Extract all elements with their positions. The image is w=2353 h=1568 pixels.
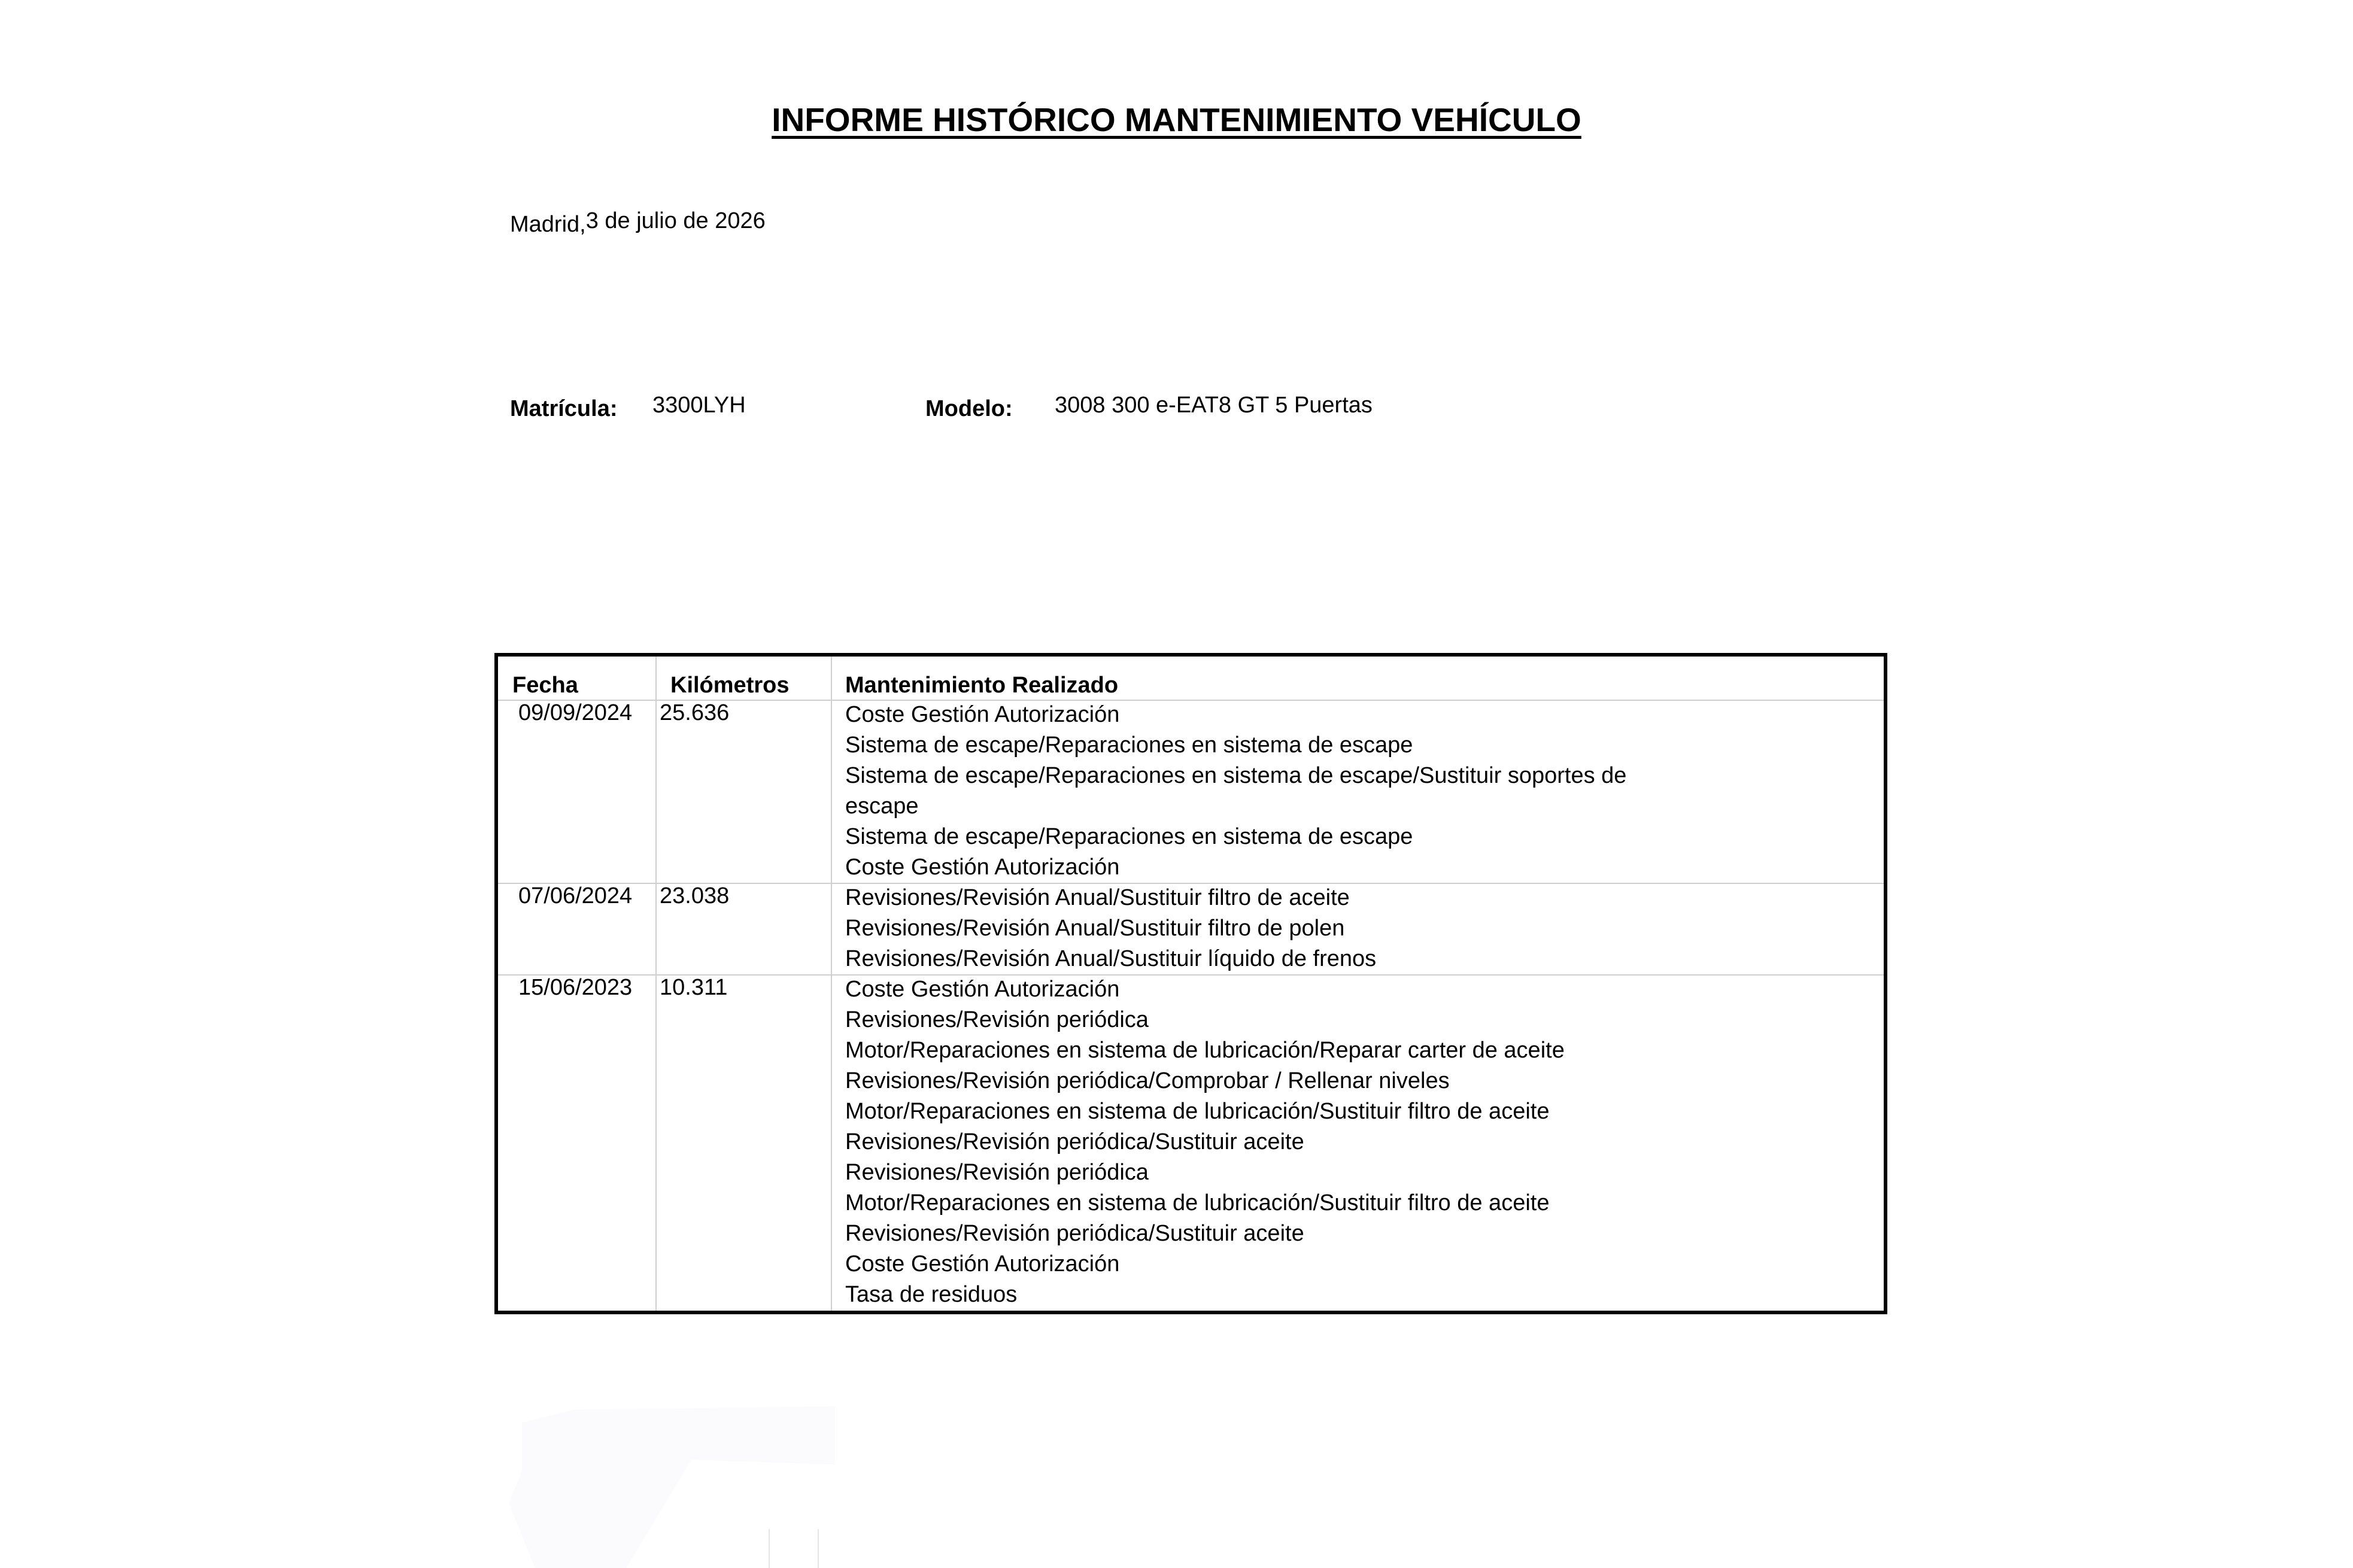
maintenance-item: Revisiones/Revisión periódica/Sustituir aceite: [845, 1129, 1304, 1154]
maintenance-item: Sistema de escape/Reparaciones en sistema de escape: [845, 733, 1413, 758]
maintenance-item: Revisiones/Revisión periódica/Sustituir aceite: [845, 1221, 1304, 1246]
maintenance-item: Motor/Reparaciones en sistema de lubricación/Sustituir filtro de aceite: [845, 1099, 1550, 1124]
report-title: INFORME HISTÓRICO MANTENIMIENTO VEHÍCULO: [772, 101, 1581, 138]
plate-value: 3300LYH: [652, 393, 746, 418]
maintenance-item: Revisiones/Revisión periódica: [845, 1160, 1149, 1185]
place: Madrid,: [510, 212, 586, 237]
maintenance-item: Revisiones/Revisión Anual/Sustituir filtro de aceite: [845, 885, 1350, 910]
maintenance-item: Revisiones/Revisión Anual/Sustituir líquido de frenos: [845, 946, 1377, 971]
maintenance-item: Coste Gestión Autorización: [845, 1251, 1120, 1277]
row-maintenance-list: [845, 700, 1626, 883]
maintenance-item: Revisiones/Revisión periódica: [845, 1007, 1149, 1032]
column-divider: [831, 657, 832, 1311]
column-divider: [655, 657, 657, 1311]
maintenance-item: Coste Gestión Autorización: [845, 702, 1120, 727]
row-date: 09/09/2024: [518, 700, 633, 725]
maintenance-item: escape: [845, 794, 919, 819]
row-km: 23.038: [660, 883, 730, 908]
maintenance-item: Sistema de escape/Reparaciones en sistema de escape: [845, 824, 1413, 849]
scan-artifact: [509, 1406, 835, 1568]
row-date: 07/06/2024: [518, 883, 633, 908]
maintenance-item: Sistema de escape/Reparaciones en sistema de escape/Sustituir soportes de: [845, 763, 1627, 788]
scan-line-artifact: [818, 1529, 819, 1568]
maintenance-item: Coste Gestión Autorización: [845, 855, 1120, 880]
maintenance-item: Motor/Reparaciones en sistema de lubricación/Sustituir filtro de aceite: [845, 1190, 1550, 1215]
maintenance-table: [494, 653, 1887, 1314]
model-value: 3008 300 e-EAT8 GT 5 Puertas: [1055, 393, 1373, 418]
row-km: 25.636: [660, 700, 730, 725]
maintenance-item: Revisiones/Revisión Anual/Sustituir filtro de polen: [845, 916, 1345, 941]
row-maintenance-list: [845, 883, 1376, 974]
maintenance-item: Motor/Reparaciones en sistema de lubricación/Reparar carter de aceite: [845, 1038, 1565, 1063]
plate-label: Matrícula:: [510, 396, 618, 421]
row-km: 10.311: [660, 975, 728, 1000]
header-date: Fecha: [512, 673, 578, 698]
header-km: Kilómetros: [670, 673, 790, 698]
maintenance-item: Coste Gestión Autorización: [845, 977, 1120, 1002]
maintenance-item: Tasa de residuos: [845, 1282, 1018, 1307]
scan-line-artifact: [769, 1529, 770, 1568]
model-label: Modelo:: [925, 396, 1013, 421]
report-date: 3 de julio de 2026: [585, 208, 766, 233]
row-maintenance-list: [845, 974, 1565, 1310]
header-maintenance: Mantenimiento Realizado: [845, 673, 1119, 698]
row-date: 15/06/2023: [518, 975, 633, 1000]
maintenance-item: Revisiones/Revisión periódica/Comprobar / Rellenar niveles: [845, 1068, 1450, 1093]
place-date-line: [510, 208, 766, 237]
